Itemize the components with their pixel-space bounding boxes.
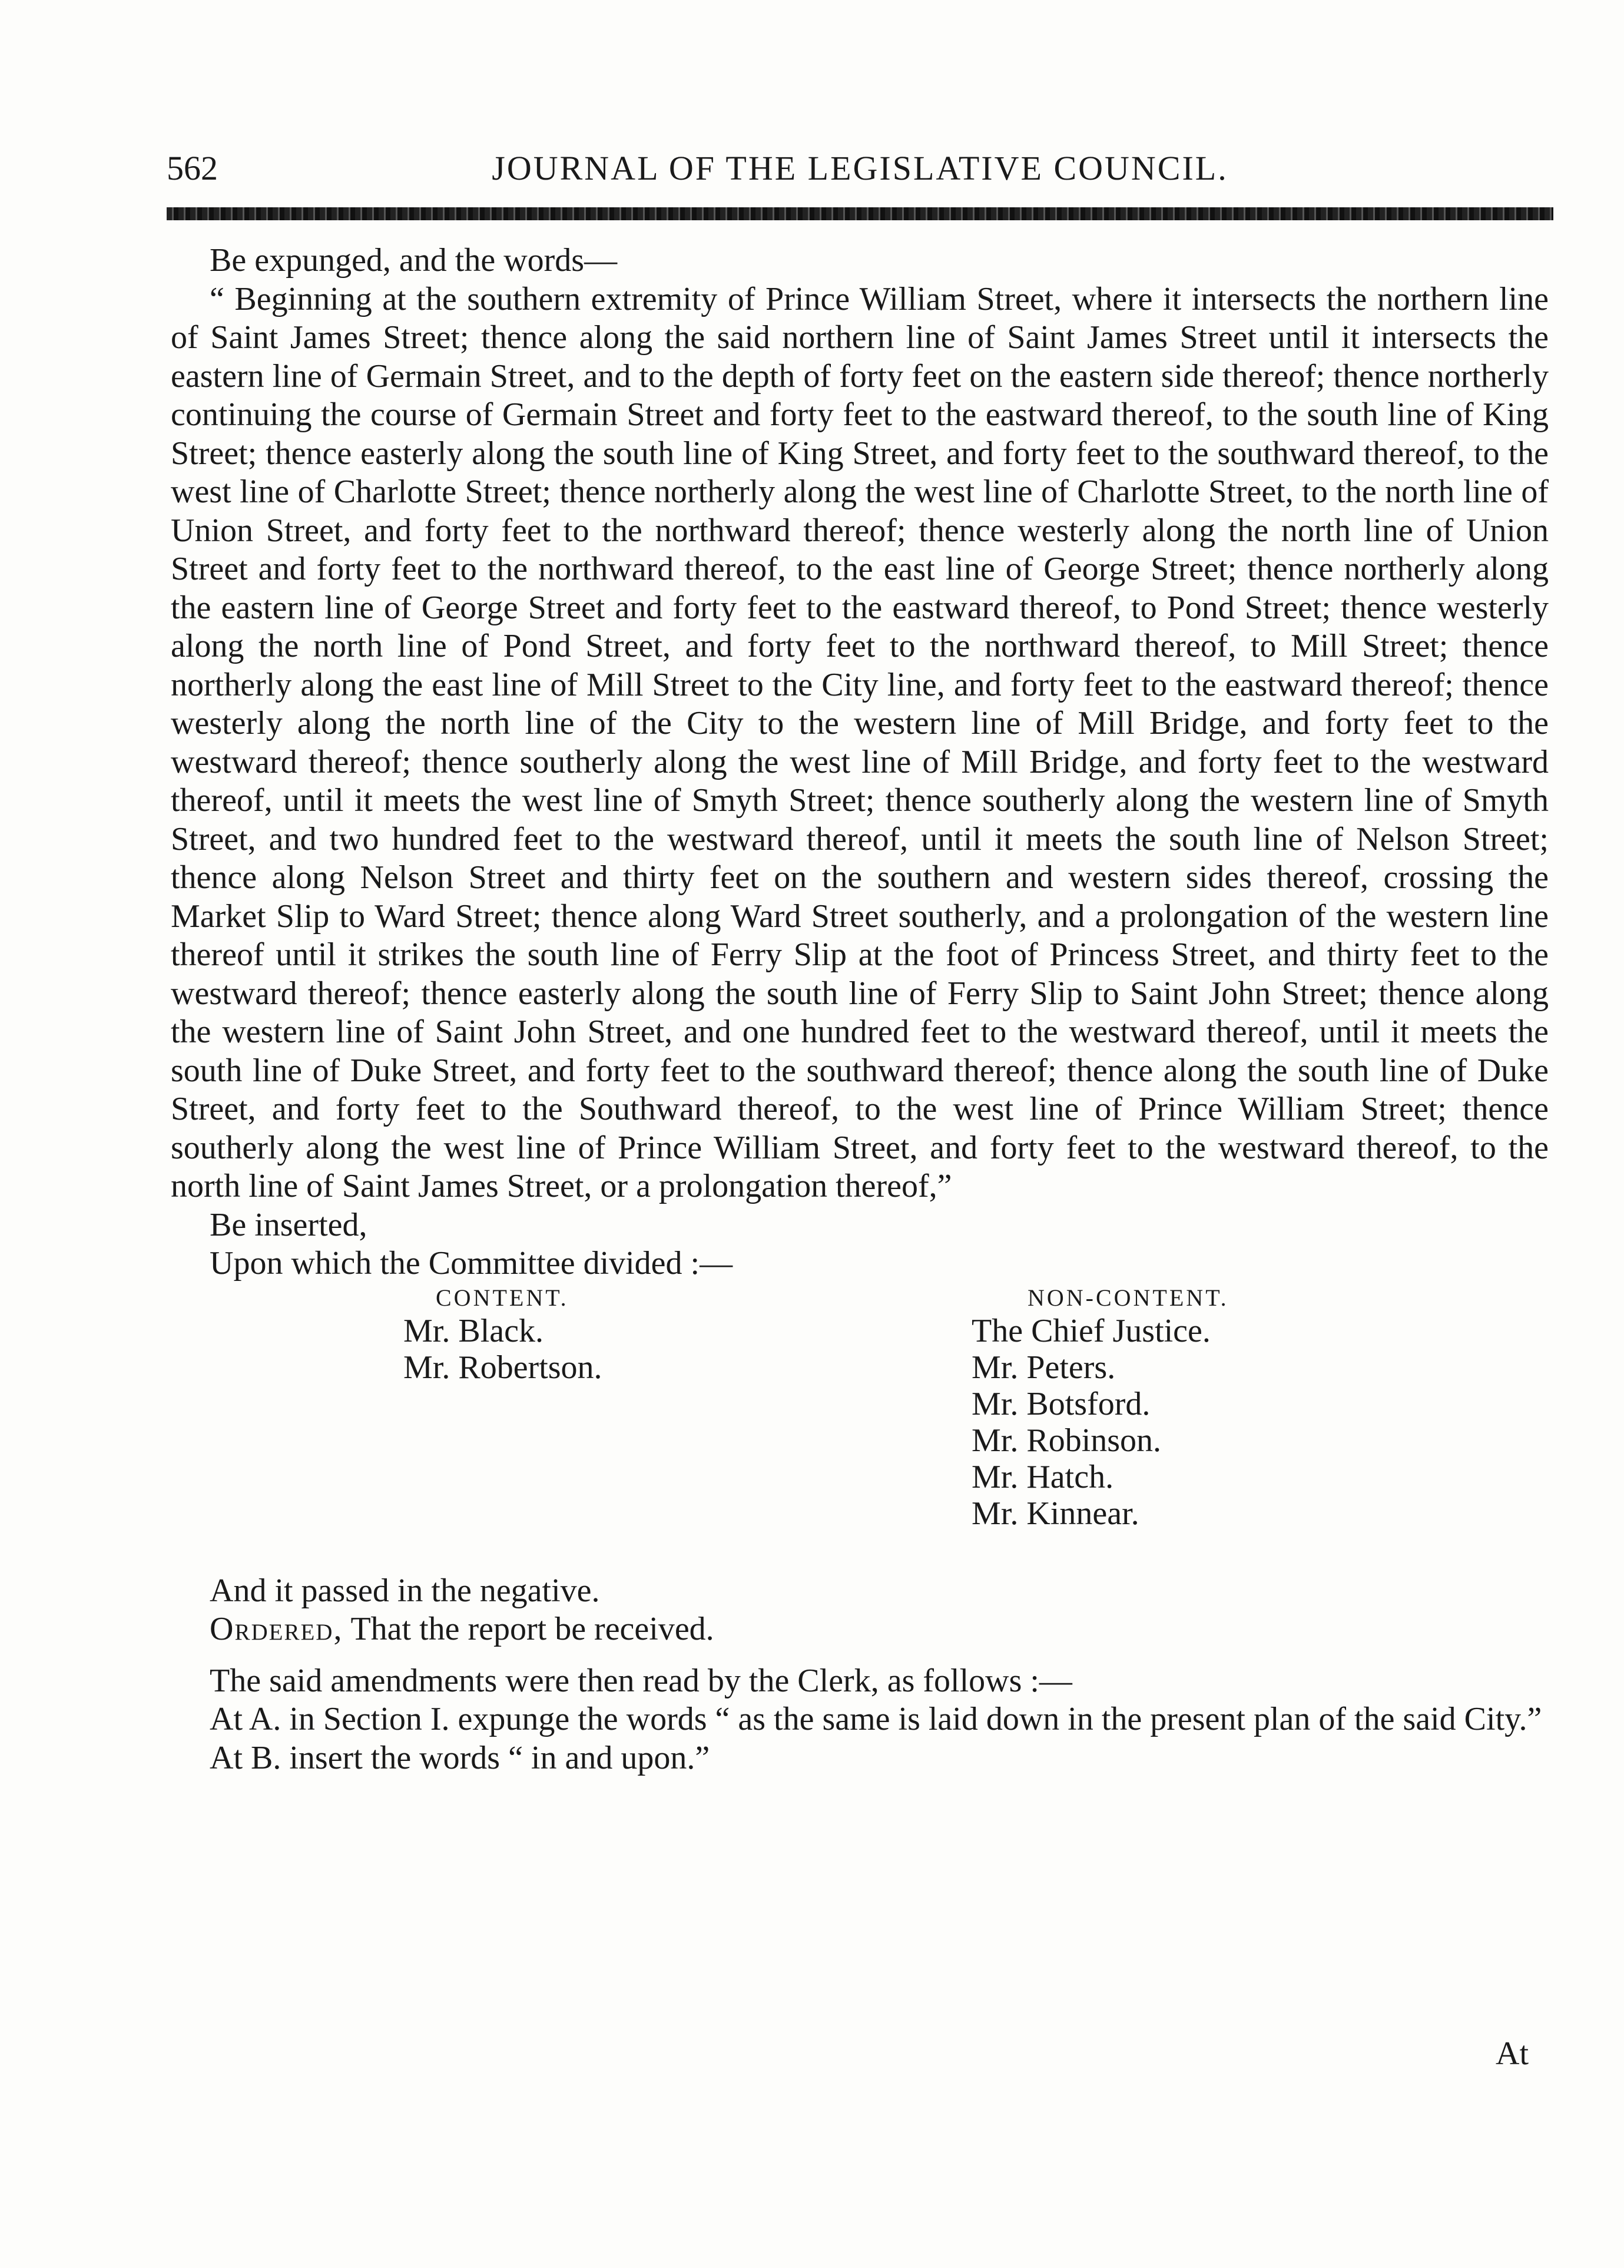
page-body — [171, 241, 1549, 1777]
page-header — [167, 148, 1553, 196]
ordered-word: Ordered, — [210, 1611, 343, 1647]
non-content-column — [972, 1283, 1229, 1532]
paragraph: Upon which the Committee divided :— — [210, 1245, 733, 1282]
voter-name: Mr. Botsford. — [972, 1385, 1151, 1422]
quoted-boundary-description: “ Beginning at the southern extremity of Prince William Street, where it intersects the northern line of Saint James Street; thence along the said northern line of Saint James Street until it intersects the eastern line of Germain Street, and to the depth of forty feet on the eastern side thereof; thence northerly continuing the course of Germain Street and forty feet to the eastward thereof, to the south line of King Street; thence easterly along the south line of King Street, and forty feet to the southward thereof, to the west line of Charlotte Street; thence northerly along the west line of Charlotte Street, to the north line of Union Street, and forty feet to the northward thereof; thence westerly along the north line of Union Street and forty feet to the northward thereof, to the east line of George Street; thence northerly along the eastern line of George Street and forty feet to the eastward thereof, to Pond Street; thence westerly along the north line of Pond Street, and forty feet to the northward thereof, to Mill Street; thence northerly along the east line of Mill Street to the City line, and forty feet to the eastward thereof; thence westerly along the north line of the City to the western line of Mill Bridge, and forty feet to the westward thereof; thence southerly along the west line of Mill Bridge, and forty feet to the westward thereof, until it meets the west line of Smyth Street; thence southerly along the western line of Smyth Street, and two hundred feet to the westward thereof, until it meets the south line of Nelson Street; thence along Nelson Street and thirty feet on the southern and western sides thereof, crossing the Market Slip to Ward Street; thence along Ward Street southerly, and a prolongation of the western line thereof until it strikes the south line of Ferry Slip at the foot of Princess Street, and thirty feet to the westward thereof; thence easterly along the south line of Ferry Slip to Saint John Street; thence along the western line of Saint John Street, and one hundred feet to the westward thereof, until it meets the south line of Duke Street, and forty feet to the southward thereof; thence along the south line of Duke Street, and forty feet to the Southward thereof, to the west line of Prince William Street; thence southerly along the west line of Prince William Street, and forty feet to the westward thereof, to the north line of Saint James Street, or a prolongation thereof,” — [171, 280, 1549, 1204]
content-heading: CONTENT. — [436, 1284, 569, 1311]
paragraph: At A. in Section I. expunge the words “ as the same is laid down in the present plan of the said City.” — [210, 1701, 1542, 1737]
ordered-paragraph — [171, 1610, 1549, 1649]
running-title: JOURNAL OF THE LEGISLATIVE COUNCIL. — [492, 149, 1228, 187]
non-content-heading: NON-CONTENT. — [1028, 1284, 1229, 1311]
division-list — [171, 1283, 1549, 1572]
ordered-text: That the report be received. — [343, 1611, 714, 1647]
voter-name: Mr. Peters. — [972, 1349, 1116, 1386]
paragraph: At B. insert the words “ in and upon.” — [210, 1739, 710, 1776]
voter-name: Mr. Robinson. — [972, 1422, 1162, 1459]
voter-name: Mr. Hatch. — [972, 1458, 1114, 1495]
voter-name: The Chief Justice. — [972, 1312, 1211, 1349]
paragraph: And it passed in the negative. — [210, 1572, 600, 1609]
catchword: At — [1496, 2035, 1529, 2072]
voter-name: Mr. Kinnear. — [972, 1495, 1139, 1532]
paragraph: The said amendments were then read by the Clerk, as follows :— — [210, 1662, 1072, 1699]
paragraph: Be inserted, — [210, 1206, 367, 1243]
page-number: 562 — [167, 149, 218, 187]
voter-name: Mr. Robertson. — [403, 1349, 602, 1386]
header-rule — [167, 207, 1553, 220]
paragraph: Be expunged, and the words— — [210, 242, 618, 279]
content-column — [403, 1283, 602, 1386]
voter-name: Mr. Black. — [403, 1312, 543, 1349]
